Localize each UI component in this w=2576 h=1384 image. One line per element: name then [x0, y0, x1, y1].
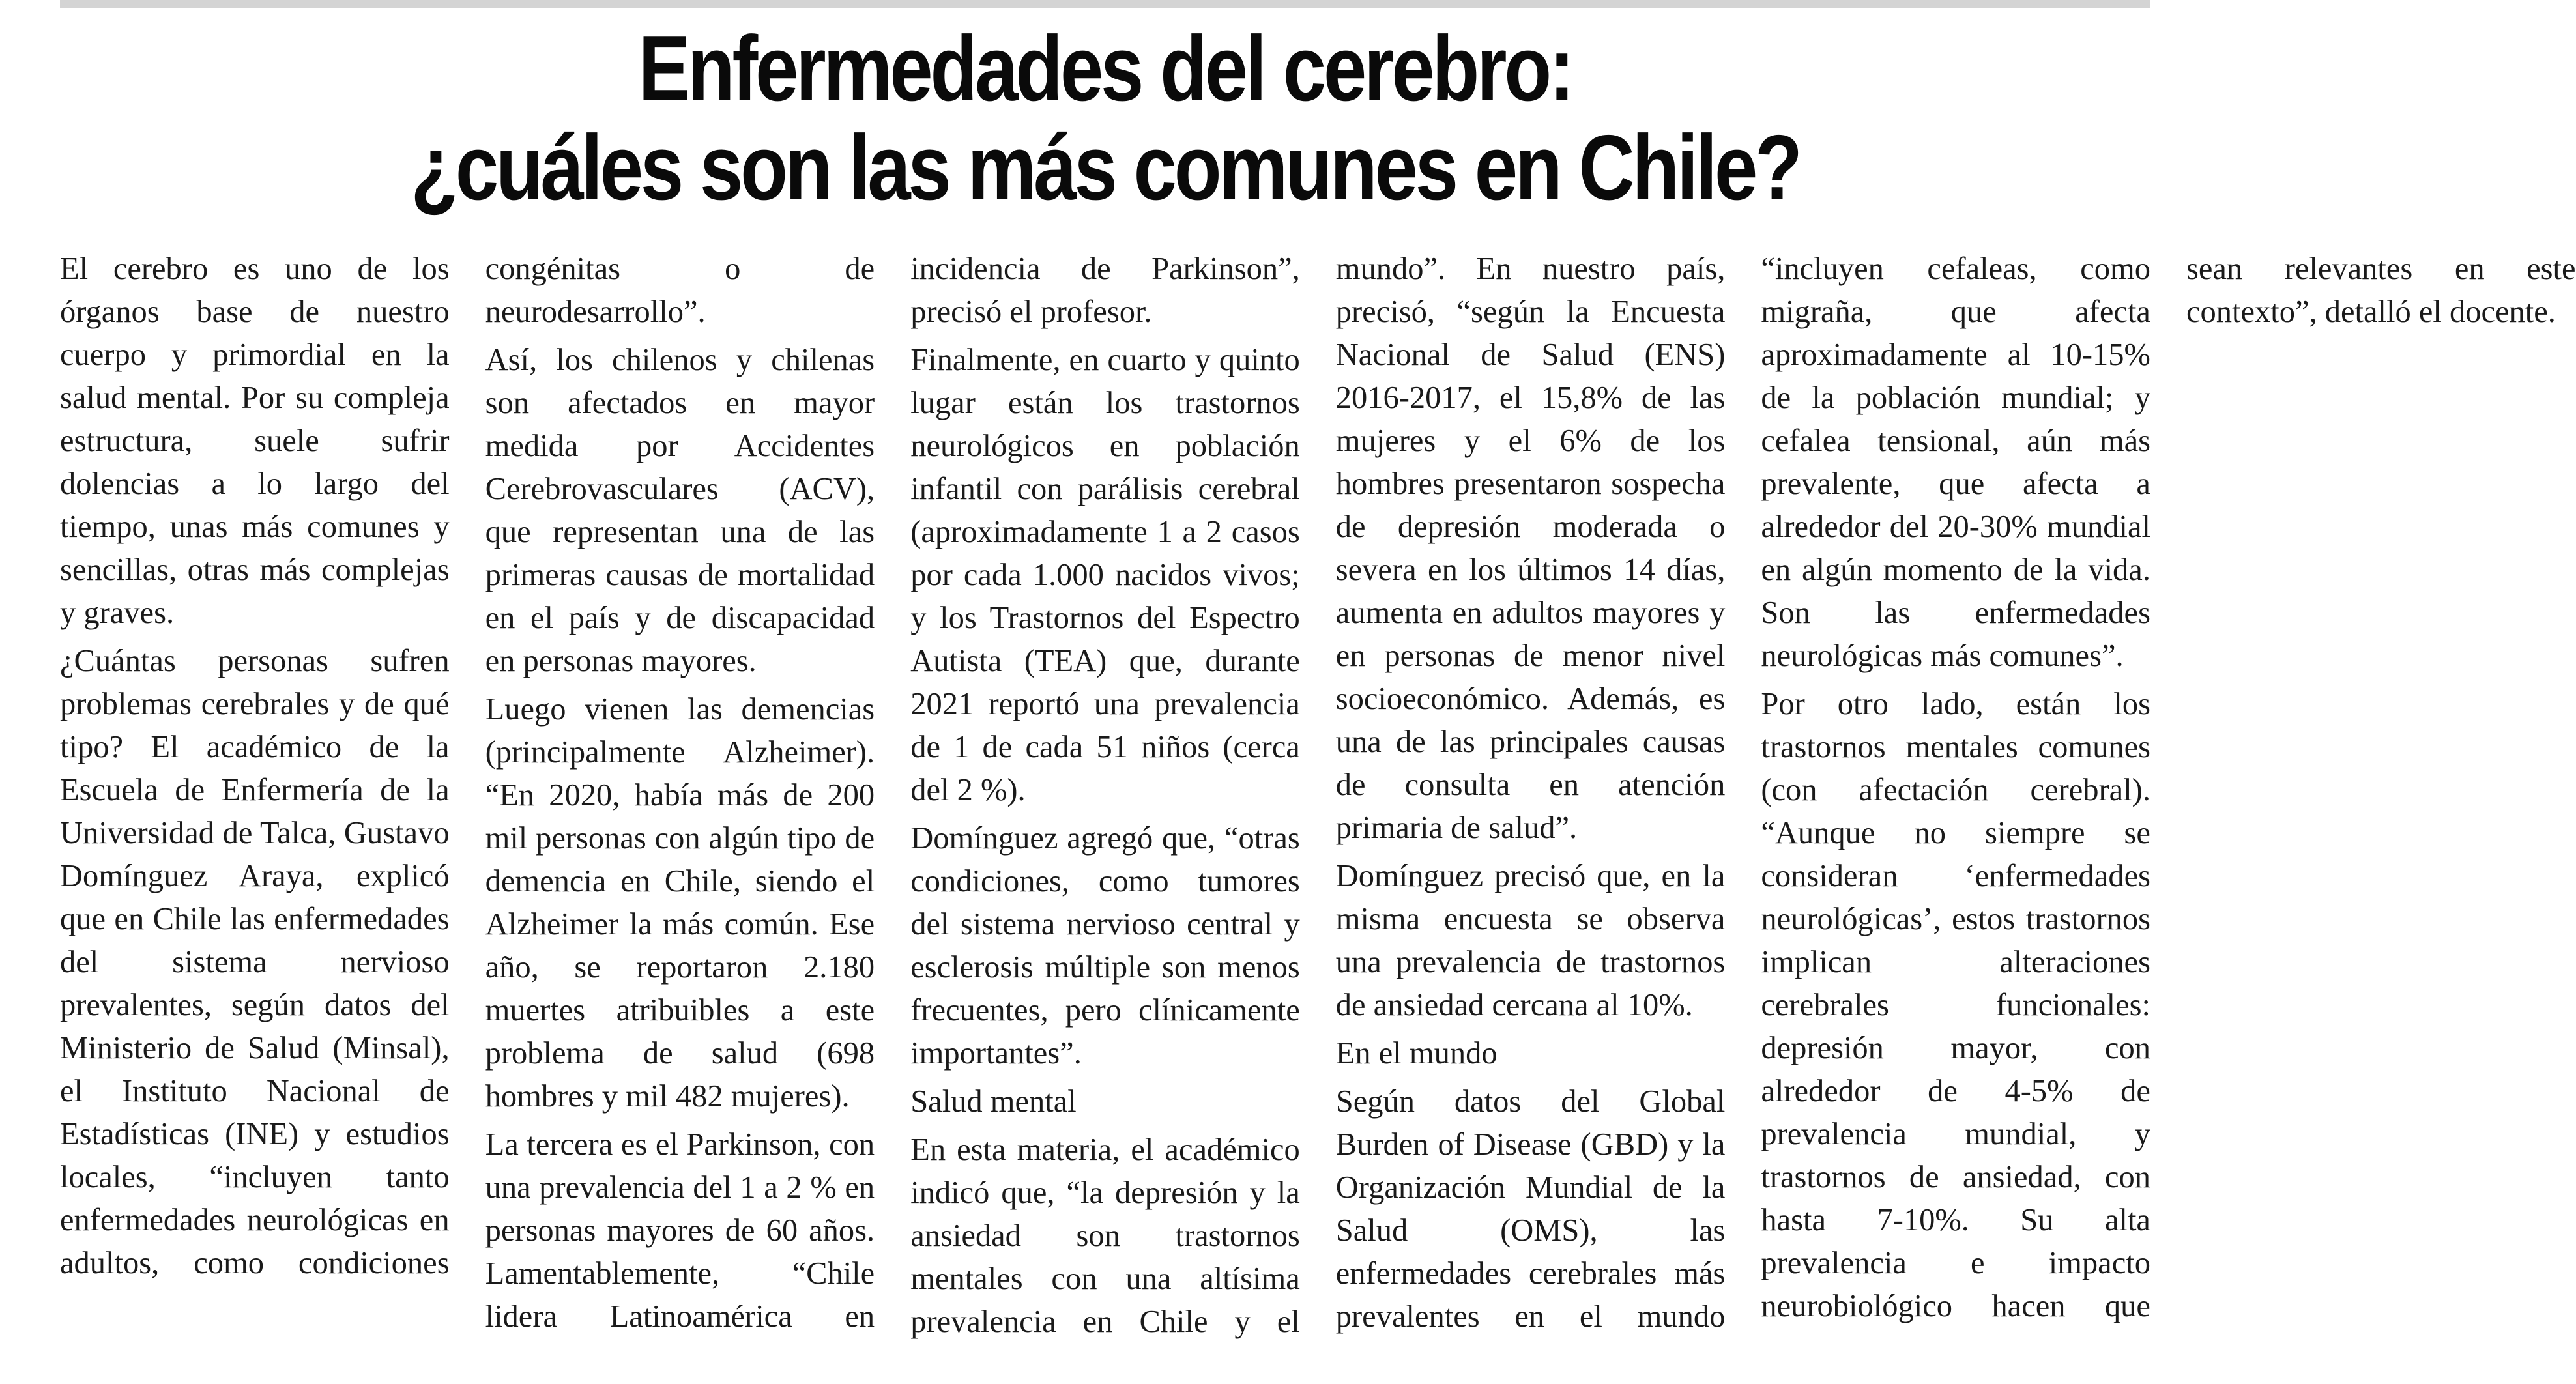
body-paragraph: El cerebro es uno de los órganos base de nuestro cuerpo y primordial en la salud mental. Por su compleja estructura, suele sufrir dolencias a lo largo del tiempo, unas más comunes y sencillas, otras más complejas y graves.	[60, 252, 450, 630]
headline-line-1: Enfermedades del cerebro:	[638, 17, 1572, 121]
body-paragraph: Finalmente, en cuarto y quinto lugar están los trastornos neurológicos en población infantil con parálisis cerebral (aproximadamente 1 a 2 casos por cada 1.000 nacidos vivos; y los Trastornos del Espectro Autista (TEA) que, durante 2021 reportó una prevalencia de 1 de cada 51 niños (cerca del 2 %).	[910, 343, 1300, 807]
subheading-salud-mental: Salud mental	[910, 1084, 1077, 1119]
body-paragraph: Según datos del Global Burden of Disease (GBD) y la Organización Mundial de la Salud (OMS), las enfermedades cerebrales más prevalentes en el mundo “incluyen cefaleas, como migraña, que afecta aproximadamente al 10-15% de la población mundial; y cefalea tensional, aún más prevalente, que afecta a alrededor del 20-30% mundial en algún momento de la vida. Son las enfermedades neurológicas más comunes”.	[1335, 252, 2150, 1334]
subheading-en-el-mundo: En el mundo	[1335, 1036, 1498, 1071]
body-paragraph: Luego vienen las demencias (principalmente Alzheimer). “En 2020, había más de 200 mil personas con algún tipo de demencia en Chile, siendo el Alzheimer la más común. Ese año, se reportaron 2.180 muertes atribuibles a este problema de salud (698 hombres y mil 482 mujeres).	[485, 692, 875, 1114]
headline-line-2: ¿cuáles son las más comunes en Chile?	[411, 116, 1800, 220]
body-paragraph: Domínguez precisó que, en la misma encuesta se observa una prevalencia de trastornos de ansiedad cercana al 10%.	[1335, 859, 1726, 1022]
top-rule	[60, 0, 2150, 8]
body-paragraph: ¿Cuántas personas sufren problemas cerebrales y de qué tipo? El académico de la Escuela de Enfermería de la Universidad de Talca, Gustavo Domínguez Araya, explicó que en Chile las enfermedades del sistema nervioso prevalentes, según datos del Ministerio de Salud (Minsal), el Instituto Nacional de Estadísticas (INE) y estudios locales, “incluyen tanto enfermedades neurológicas en adultos, como condiciones congénitas o de neurodesarrollo”.	[60, 252, 875, 1280]
article-body	[60, 248, 2576, 1368]
body-paragraph: Domínguez agregó que, “otras condiciones, como tumores del sistema nervioso central y esclerosis múltiple son menos frecuentes, pero clínicamente importantes”.	[910, 821, 1300, 1071]
body-paragraph: Por otro lado, están los trastornos mentales comunes (con afectación cerebral). “Aunque no siempre se consideran ‘enfermedades neurológicas’, estos trastornos implican alteraciones cerebrales funcionales: depresión mayor, con alrededor de 4-5% de prevalencia mundial, y trastornos de ansiedad, con hasta 7-10%. Su alta prevalencia e impacto neurobiológico hacen que sean relevantes en este contexto”, detalló el docente.	[1761, 252, 2576, 1323]
body-paragraph: Así, los chilenos y chilenas son afectados en mayor medida por Accidentes Cerebrovasculares (ACV), que representan una de las primeras causas de mortalidad en el país y de discapacidad en personas mayores.	[485, 343, 875, 678]
body-paragraph: En esta materia, el académico indicó que, “la depresión y la ansiedad son trastornos mentales con una altísima prevalencia en Chile y el mundo”. En nuestro país, precisó, “según la Encuesta Nacional de Salud (ENS) 2016-2017, el 15,8% de las mujeres y el 6% de los hombres presentaron sospecha de depresión moderada o severa en los últimos 14 días, aumenta en adultos mayores y en personas de menor nivel socioeconómico. Además, es una de las principales causas de consulta en atención primaria de salud”.	[910, 252, 1726, 1339]
body-paragraph: La tercera es el Parkinson, con una prevalencia del 1 a 2 % en personas mayores de 60 años. Lamentablemente, “Chile lidera Latinoamérica en incidencia de Parkinson”, precisó el profesor.	[485, 252, 1300, 1334]
headline	[227, 17, 1984, 220]
